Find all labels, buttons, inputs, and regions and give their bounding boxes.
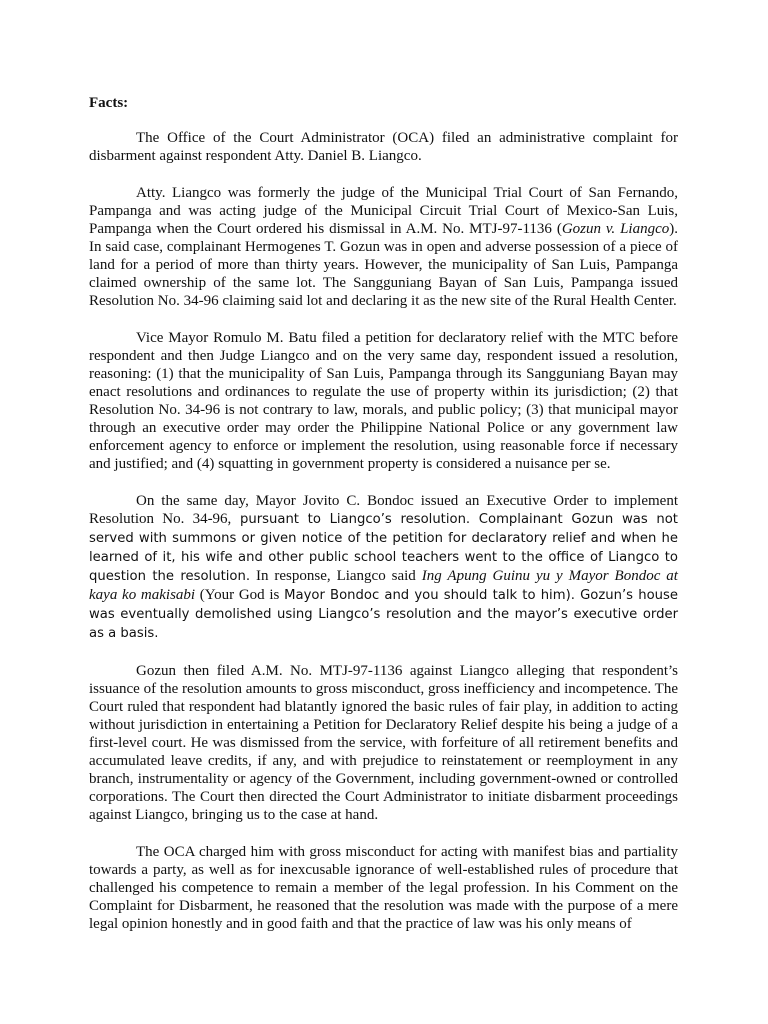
paragraph-3: Vice Mayor Romulo M. Batu filed a petition for declaratory relief with the MTC before respondent and then Judge Liangco and on the very same day, respondent issued a resolution, reasoning: (1) that the municipality of San Luis, Pampanga through its Sangguniang Bayan may enact resolutions and ordinances to regulate the use of property within its jurisdiction; (2) that Resolution No. 34-96 is not contrary to law, morals, and public policy; (3) that municipal mayor through an executive order may order the Philippine National Police or any government law enforcement agency to enforce or implement the resolution, using reasonable force if necessary and justified; and (4) squatting in government property is considered a nuisance per se. xyxy=(89,330,678,472)
paragraph-6: The OCA charged him with gross misconduct for acting with manifest bias and partiality towards a party, as well as for inexcusable ignorance of well-established rules of procedure that challenged his competence to remain a member of the legal profession. In his Comment on the Complaint for Disbarment, he reasoned that the resolution was made with the purpose of a mere legal opinion honestly and in good faith and that the practice of law was his only means of xyxy=(89,844,678,932)
paragraph-4 xyxy=(89,492,678,643)
paragraph-5: Gozun then filed A.M. No. MTJ-97-1136 against Liangco alleging that respondent’s issuance of the resolution amounts to gross misconduct, gross inefficiency and incompetence. The Court ruled that respondent had blatantly ignored the basic rules of fair play, in addition to acting without jurisdiction in entertaining a Petition for Declaratory Relief despite his being a judge of a first-level court. He was dismissed from the service, with forfeiture of all retirement benefits and accumulated leave credits, if any, and with prejudice to reinstatement or reemployment in any branch, instrumentality or agency of the Government, including government-owned or controlled corporations. The Court then directed the Court Administrator to initiate disbarment proceedings against Liangco, bringing us to the case at hand. xyxy=(89,663,678,823)
paragraph-4-text-c: In response, Liangco said xyxy=(250,568,422,584)
paragraph-4-text-e: Mayor Bondoc and you should talk to him). Gozun’s house was eventually demolished using Liangco’s resolution and the mayor’s executive order as a basis. xyxy=(89,588,678,641)
paragraph-1: The Office of the Court Administrator (OCA) filed an administrative complaint for disbarment against respondent Atty. Daniel B. Liangco. xyxy=(89,130,678,164)
paragraph-4-text-d: (Your God is xyxy=(195,587,285,603)
paragraph-2-text-b: ). In said case, complainant Hermogenes T. Gozun was in open and adverse possession of a piece of land for a period of more than thirty years. However, the municipality of San Luis, Pampanga claimed ownership of the same lot. The Sangguniang Bayan of San Luis, Pampanga issued Resolution No. 34-96 claiming said lot and declaring it as the new site of the Rural Health Center. xyxy=(89,221,678,309)
paragraph-2 xyxy=(89,184,678,310)
kapampangan-quote: Ing Apung Guinu yu y Mayor Bondoc at kaya ko makisabi xyxy=(89,568,678,603)
paragraph-4-text-a: On the same day, Mayor Jovito C. Bondoc issued an Executive Order to implement Resolution No. 34-96, xyxy=(89,493,678,527)
case-citation: Gozun v. Liangco xyxy=(561,221,670,237)
paragraph-2-text-a: Atty. Liangco was formerly the judge of the Municipal Trial Court of San Fernando, Pampanga and was acting judge of the Municipal Circuit Trial Court of Mexico-San Luis, Pampanga when the Court ordered his dismissal in A.M. No. MTJ-97-1136 ( xyxy=(89,185,678,237)
section-heading: Facts: xyxy=(89,95,129,111)
paragraph-4-text-b: pursuant to Liangco’s resolution. Complainant Gozun was not served with summons or given notice of the petition for declaratory relief and when he learned of it, his wife and other public school teachers went to the office of Liangco to question the resolution. xyxy=(89,512,678,584)
